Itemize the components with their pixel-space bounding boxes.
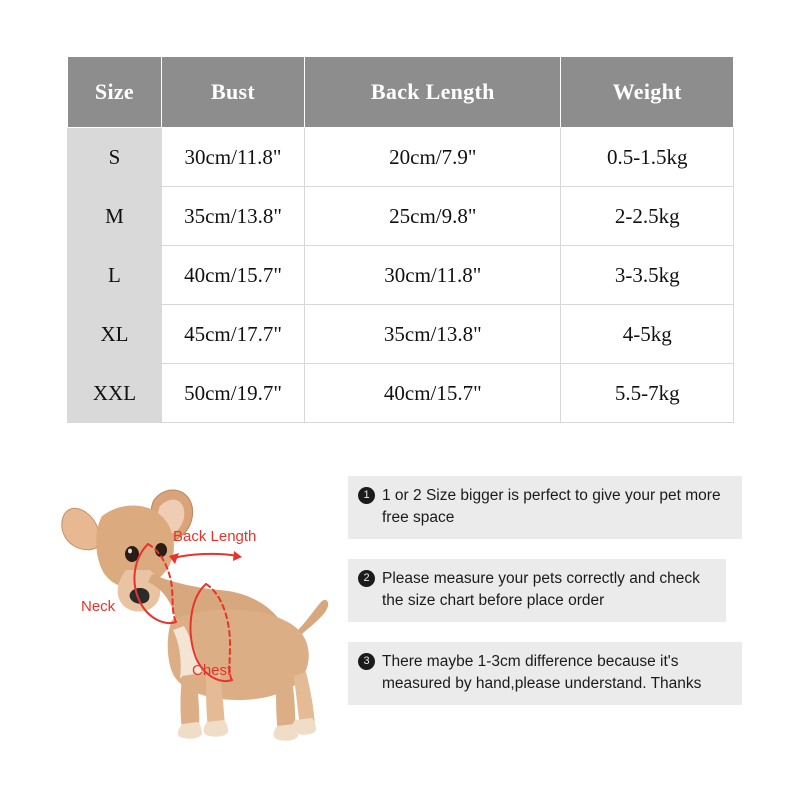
note-text: There maybe 1-3cm difference because it's measured by hand,please understand. Thanks bbox=[382, 653, 702, 692]
size-chart-table bbox=[67, 56, 734, 423]
table-row bbox=[68, 364, 734, 423]
cell-back-length: 25cm/9.8" bbox=[305, 187, 561, 246]
note-text: 1 or 2 Size bigger is perfect to give your pet more free space bbox=[382, 487, 721, 526]
cell-back-length: 35cm/13.8" bbox=[305, 305, 561, 364]
table-row bbox=[68, 128, 734, 187]
cell-size: XL bbox=[68, 305, 162, 364]
cell-bust: 35cm/13.8" bbox=[161, 187, 304, 246]
note-number-3: 3 bbox=[358, 653, 375, 670]
table-header-row bbox=[68, 57, 734, 128]
cell-back-length: 20cm/7.9" bbox=[305, 128, 561, 187]
cell-size: M bbox=[68, 187, 162, 246]
cell-back-length: 40cm/15.7" bbox=[305, 364, 561, 423]
column-header-bust: Bust bbox=[161, 57, 304, 128]
cell-weight: 2-2.5kg bbox=[561, 187, 734, 246]
cell-size: S bbox=[68, 128, 162, 187]
column-header-size: Size bbox=[68, 57, 162, 128]
cell-weight: 5.5-7kg bbox=[561, 364, 734, 423]
measurement-guide-section bbox=[0, 462, 800, 762]
table-row bbox=[68, 246, 734, 305]
label-chest: Chest bbox=[192, 662, 232, 679]
cell-weight: 4-5kg bbox=[561, 305, 734, 364]
cell-size: L bbox=[68, 246, 162, 305]
note-text: Please measure your pets correctly and check the size chart before place order bbox=[382, 570, 700, 609]
table-row bbox=[68, 305, 734, 364]
table-row bbox=[68, 187, 734, 246]
note-number-2: 2 bbox=[358, 570, 375, 587]
column-header-weight: Weight bbox=[561, 57, 734, 128]
dog-illustration bbox=[30, 462, 330, 752]
cell-weight: 0.5-1.5kg bbox=[561, 128, 734, 187]
size-chart-table-container bbox=[67, 56, 734, 423]
note-item bbox=[348, 559, 726, 622]
cell-bust: 30cm/11.8" bbox=[161, 128, 304, 187]
notes-list bbox=[348, 476, 768, 725]
cell-weight: 3-3.5kg bbox=[561, 246, 734, 305]
note-item bbox=[348, 642, 742, 705]
cell-back-length: 30cm/11.8" bbox=[305, 246, 561, 305]
column-header-back-length: Back Length bbox=[305, 57, 561, 128]
dog-measurement-diagram bbox=[30, 462, 330, 762]
label-neck: Neck bbox=[81, 598, 116, 615]
cell-bust: 45cm/17.7" bbox=[161, 305, 304, 364]
note-number-1: 1 bbox=[358, 487, 375, 504]
cell-bust: 50cm/19.7" bbox=[161, 364, 304, 423]
label-back-length: Back Length bbox=[173, 528, 257, 545]
cell-bust: 40cm/15.7" bbox=[161, 246, 304, 305]
note-item bbox=[348, 476, 742, 539]
cell-size: XXL bbox=[68, 364, 162, 423]
